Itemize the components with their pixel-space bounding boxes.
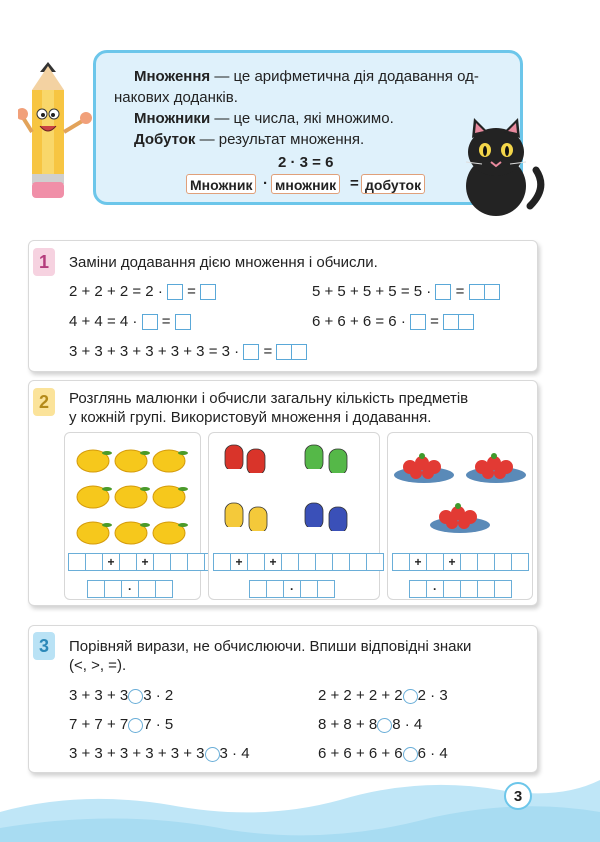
- mittens-picture: [208, 432, 380, 600]
- answer-cell[interactable]: [315, 553, 333, 571]
- answer-cell[interactable]: [153, 553, 171, 571]
- answer-box[interactable]: [175, 314, 191, 330]
- mittens-addition-strip: [213, 553, 384, 571]
- task-2-number: 2: [33, 388, 55, 416]
- product-label: добуток: [361, 174, 425, 194]
- answer-cell[interactable]: [104, 580, 122, 598]
- compare-circle[interactable]: [128, 718, 143, 733]
- answer-box[interactable]: [410, 314, 426, 330]
- definition-multiplication-cont: накових доданків.: [114, 89, 238, 106]
- strawberries-addition-strip: [392, 553, 529, 571]
- answer-cell[interactable]: [317, 580, 335, 598]
- definition-product: Добуток — результат множення.: [134, 131, 365, 148]
- task-2-instruction-line-1: Розглянь малюнки і обчисли загальну кількість предметів: [69, 390, 469, 407]
- equals-operator: =: [350, 175, 359, 192]
- task-1-row-1-right: 5 + 5 + 5 + 5 = 5 · =: [312, 282, 500, 301]
- page-number: 3: [504, 782, 532, 810]
- compare-circle[interactable]: [403, 747, 418, 762]
- answer-box[interactable]: [443, 314, 459, 330]
- cat-mascot-illustration: [460, 118, 548, 218]
- answer-cell[interactable]: [170, 553, 188, 571]
- answer-cell[interactable]: [494, 553, 512, 571]
- plus-sign: +: [264, 553, 282, 571]
- pencil-mascot-illustration: [18, 62, 96, 212]
- task-3-instruction-line-2: (<, >, =).: [69, 657, 127, 674]
- task-3-number: 3: [33, 632, 55, 660]
- task-2-instruction-line-2: у кожній групі. Використовуй множення і додавання.: [69, 409, 432, 426]
- dot-sign: ·: [426, 580, 444, 598]
- compare-circle[interactable]: [205, 747, 220, 762]
- answer-box[interactable]: [435, 284, 451, 300]
- dot-sign: ·: [121, 580, 139, 598]
- task-3-instruction-line-1: Порівняй вирази, не обчислюючи. Впиши відповідні знаки: [69, 638, 472, 655]
- answer-cell[interactable]: [85, 553, 103, 571]
- plus-sign: +: [230, 553, 248, 571]
- task-1-row-3: 3 + 3 + 3 + 3 + 3 + 3 = 3 · =: [69, 342, 307, 361]
- example-formula: 2 · 3 = 6: [278, 154, 334, 171]
- answer-box[interactable]: [484, 284, 500, 300]
- task-1-row-2-left: 4 + 4 = 4 · =: [69, 312, 191, 331]
- answer-cell[interactable]: [300, 580, 318, 598]
- mittens-multiplication-strip: [249, 580, 335, 598]
- compare-row-2-right: 8 + 8 + 8 8 · 4: [318, 716, 423, 733]
- strawberries-multiplication-strip: [409, 580, 512, 598]
- answer-box[interactable]: [469, 284, 485, 300]
- factor-label-1: Множник: [186, 174, 256, 194]
- answer-cell[interactable]: [281, 553, 299, 571]
- answer-cell[interactable]: [460, 580, 478, 598]
- answer-box[interactable]: [200, 284, 216, 300]
- answer-cell[interactable]: [213, 553, 231, 571]
- dot-operator: ·: [263, 175, 268, 192]
- answer-box[interactable]: [142, 314, 158, 330]
- answer-cell[interactable]: [494, 580, 512, 598]
- mitten-icon-group: [209, 437, 379, 552]
- answer-cell[interactable]: [187, 553, 205, 571]
- answer-cell[interactable]: [332, 553, 350, 571]
- answer-cell[interactable]: [511, 553, 529, 571]
- answer-cell[interactable]: [349, 553, 367, 571]
- compare-row-3-left: 3 + 3 + 3 + 3 + 3 + 3 3 · 4: [69, 745, 250, 762]
- compare-circle[interactable]: [403, 689, 418, 704]
- compare-circle[interactable]: [128, 689, 143, 704]
- answer-cell[interactable]: [409, 580, 427, 598]
- strawberry-plate-icon-group: [388, 441, 532, 551]
- answer-cell[interactable]: [460, 553, 478, 571]
- answer-cell[interactable]: [477, 553, 495, 571]
- answer-cell[interactable]: [298, 553, 316, 571]
- plus-sign: +: [136, 553, 154, 571]
- dot-sign: ·: [283, 580, 301, 598]
- compare-circle[interactable]: [377, 718, 392, 733]
- answer-box[interactable]: [458, 314, 474, 330]
- definition-factors: Множники — це числа, які множимо.: [134, 110, 394, 127]
- answer-cell[interactable]: [138, 580, 156, 598]
- answer-cell[interactable]: [87, 580, 105, 598]
- compare-row-1-right: 2 + 2 + 2 + 2 2 · 3: [318, 687, 448, 704]
- answer-cell[interactable]: [155, 580, 173, 598]
- answer-cell[interactable]: [392, 553, 410, 571]
- compare-row-3-right: 6 + 6 + 6 + 6 6 · 4: [318, 745, 448, 762]
- task-1-row-1-left: 2 + 2 + 2 = 2 · =: [69, 282, 216, 301]
- compare-row-1-left: 3 + 3 + 3 3 · 2: [69, 687, 174, 704]
- answer-cell[interactable]: [68, 553, 86, 571]
- answer-cell[interactable]: [426, 553, 444, 571]
- plus-sign: +: [409, 553, 427, 571]
- lemon-icon-group: [65, 439, 200, 549]
- answer-box[interactable]: [276, 344, 292, 360]
- plus-sign: +: [443, 553, 461, 571]
- task-1-number: 1: [33, 248, 55, 276]
- answer-box[interactable]: [167, 284, 183, 300]
- lemons-multiplication-strip: [87, 580, 173, 598]
- answer-cell[interactable]: [443, 580, 461, 598]
- answer-cell[interactable]: [247, 553, 265, 571]
- task-1-row-2-right: 6 + 6 + 6 = 6 · =: [312, 312, 474, 331]
- compare-row-2-left: 7 + 7 + 7 7 · 5: [69, 716, 174, 733]
- strawberries-picture: [387, 432, 533, 600]
- task-1-instruction: Заміни додавання дією множення і обчисли.: [69, 254, 378, 271]
- answer-cell[interactable]: [119, 553, 137, 571]
- plus-sign: +: [102, 553, 120, 571]
- answer-cell[interactable]: [249, 580, 267, 598]
- answer-cell[interactable]: [366, 553, 384, 571]
- answer-cell[interactable]: [266, 580, 284, 598]
- factor-label-2: множник: [271, 174, 340, 194]
- answer-box[interactable]: [291, 344, 307, 360]
- answer-box[interactable]: [243, 344, 259, 360]
- definition-multiplication: Множення — це арифметична дія додавання од-: [134, 68, 479, 85]
- answer-cell[interactable]: [477, 580, 495, 598]
- lemons-picture: [64, 432, 201, 600]
